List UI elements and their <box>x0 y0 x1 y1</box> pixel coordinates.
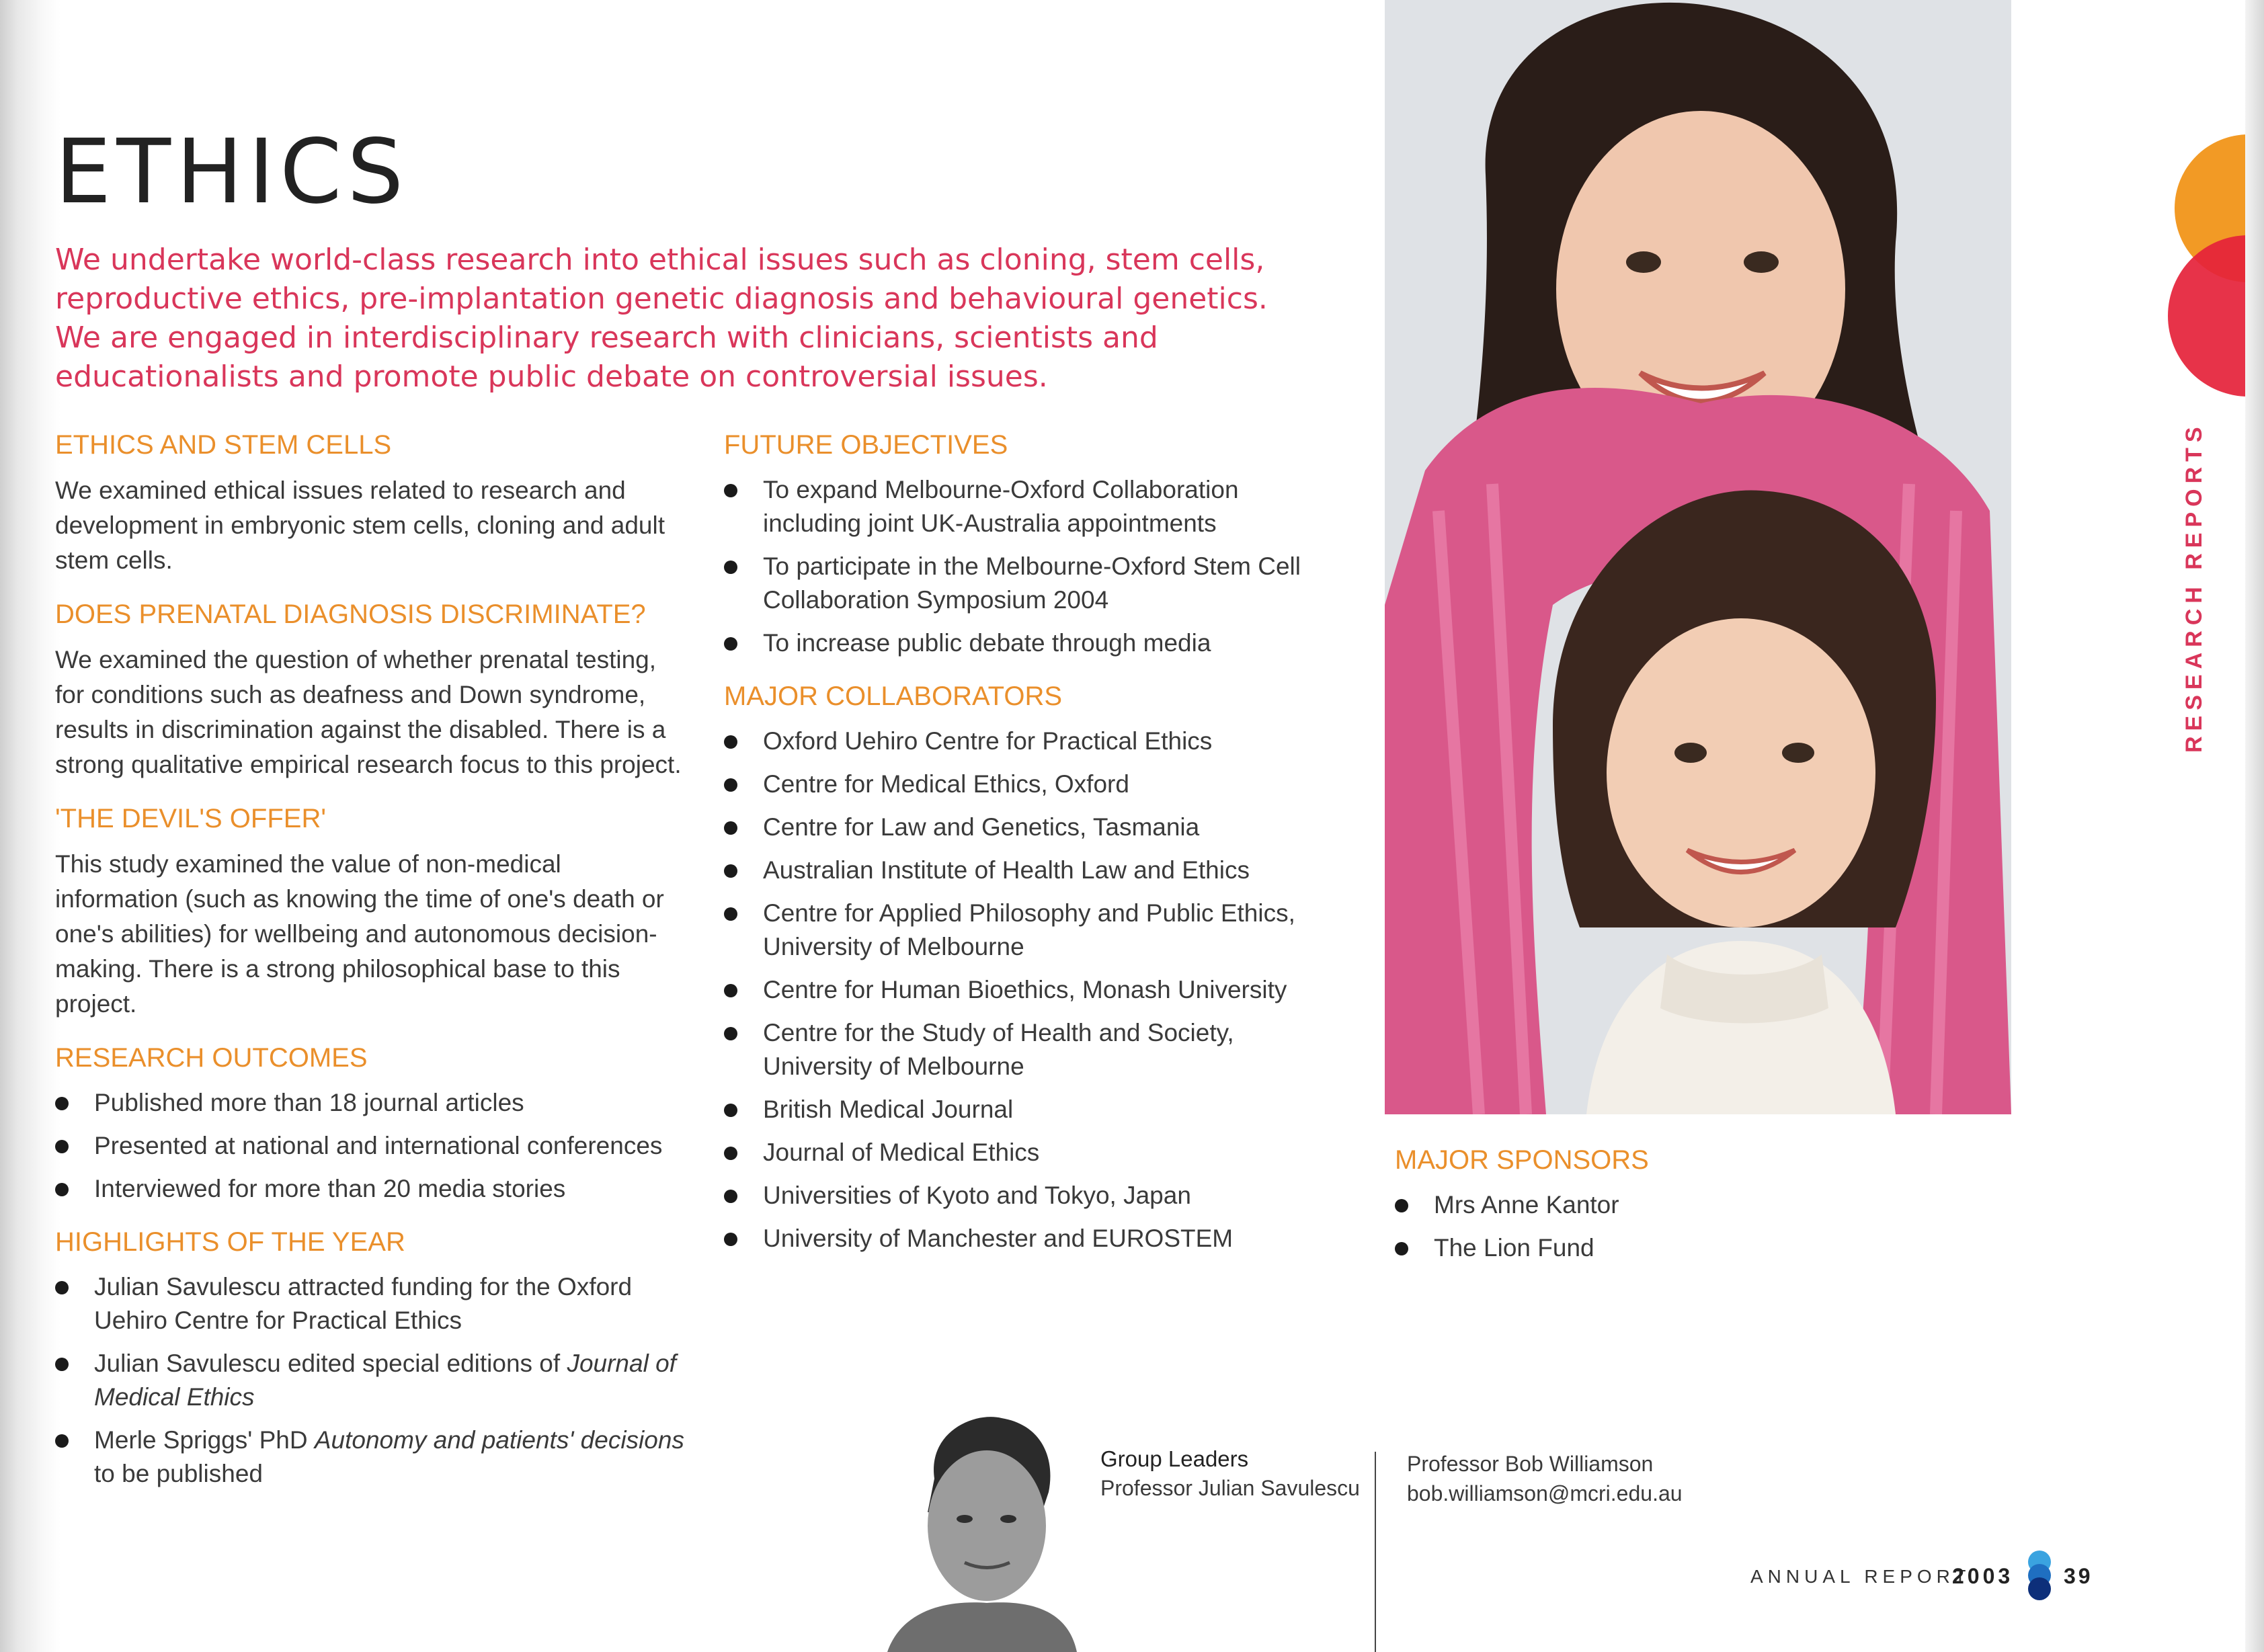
page-edge-shadow <box>2245 0 2264 1652</box>
section-heading: RESEARCH OUTCOMES <box>55 1043 368 1073</box>
outcomes-list <box>55 1086 687 1206</box>
list-item-text: Published more than 18 journal articles <box>94 1089 524 1116</box>
list-item <box>724 725 1342 758</box>
section-prenatal <box>55 597 687 782</box>
list-item <box>55 1086 687 1120</box>
section-body: We examined the question of whether prenatal testing, for conditions such as deafness and Down syndrome, results in discrimination against the disabled. There is a strong qualitative empirical research focus to this project. <box>55 646 682 778</box>
bullet-icon <box>724 864 737 878</box>
section-devils-offer <box>55 801 687 1022</box>
highlights-list <box>55 1270 687 1491</box>
intro-paragraph: We undertake world-class research into ethical issues such as cloning, stem cells, reproductive ethics, pre-implantation genetic diagnosis and behavioural genetics. We are engaged in interdisciplinary research with clinicians, scientists and educationalists and promote public debate on controversial issues. <box>55 243 1268 394</box>
list-item <box>55 1347 687 1414</box>
list-item <box>724 1222 1342 1255</box>
list-item-text: British Medical Journal <box>763 1096 1014 1123</box>
list-item <box>724 1179 1342 1212</box>
page-number: 39 <box>2064 1564 2093 1588</box>
list-item <box>55 1270 687 1337</box>
section-heading: FUTURE OBJECTIVES <box>724 430 1008 460</box>
page-title: ETHICS <box>55 120 409 224</box>
list-item <box>724 1136 1342 1169</box>
list-item <box>724 550 1342 617</box>
list-item-text: Julian Savulescu attracted funding for the Oxford Uehiro Centre for Practical Ethics <box>94 1273 633 1334</box>
section-major-sponsors <box>1395 1143 1933 1265</box>
bullet-icon <box>724 907 737 921</box>
section-heading: 'THE DEVIL'S OFFER' <box>55 804 326 833</box>
list-item-text: Mrs Anne Kantor <box>1434 1191 1619 1219</box>
bullet-icon <box>724 735 737 749</box>
list-item <box>1395 1188 1933 1222</box>
bullet-icon <box>724 778 737 792</box>
bullet-icon <box>55 1097 69 1110</box>
section-heading: MAJOR COLLABORATORS <box>724 682 1063 711</box>
group-leader-portrait <box>887 1411 1077 1652</box>
children-photo <box>1385 0 2011 1114</box>
list-item-text: Oxford Uehiro Centre for Practical Ethics <box>763 727 1213 755</box>
right-column <box>1395 1143 1933 1284</box>
list-item-text-tail: to be published <box>94 1460 263 1487</box>
list-item-text: Journal of Medical Ethics <box>763 1139 1040 1166</box>
section-research-outcomes <box>55 1040 687 1206</box>
list-item <box>724 854 1342 887</box>
side-label-text: RESEARCH REPORTS <box>2181 421 2207 753</box>
list-item-text: Julian Savulescu edited special editions of <box>94 1350 567 1377</box>
list-item-text: To expand Melbourne-Oxford Collaboration including joint UK-Australia appointments <box>763 476 1239 537</box>
bullet-icon <box>724 821 737 835</box>
list-item-text: To increase public debate through media <box>763 629 1211 657</box>
list-item-text: Centre for Human Bioethics, Monash University <box>763 976 1287 1003</box>
group-leaders-heading: Group Leaders <box>1100 1446 1249 1471</box>
collaborators-list <box>724 725 1342 1255</box>
section-highlights <box>55 1225 687 1491</box>
list-item-text: University of Manchester and EUROSTEM <box>763 1225 1234 1252</box>
bullet-icon <box>55 1434 69 1448</box>
list-item-text: Centre for the Study of Health and Society, University of Melbourne <box>763 1019 1234 1080</box>
section-body: We examined ethical issues related to research and development in embryonic stem cells, cloning and adult stem cells. <box>55 477 665 574</box>
list-item <box>724 897 1342 964</box>
section-heading: ETHICS AND STEM CELLS <box>55 430 392 460</box>
list-item <box>724 1016 1342 1083</box>
footer-label: ANNUAL REPORT <box>1750 1566 1971 1587</box>
bullet-icon <box>1395 1242 1408 1255</box>
bullet-icon <box>55 1358 69 1371</box>
list-item <box>724 973 1342 1007</box>
section-heading: HIGHLIGHTS OF THE YEAR <box>55 1227 405 1257</box>
section-heading: DOES PRENATAL DIAGNOSIS DISCRIMINATE? <box>55 600 646 629</box>
list-item <box>55 1172 687 1206</box>
list-item-text: Australian Institute of Health Law and Ethics <box>763 856 1250 884</box>
vertical-divider <box>1375 1452 1376 1652</box>
list-item <box>724 811 1342 844</box>
list-item <box>724 768 1342 801</box>
section-body: This study examined the value of non-medical information (such as knowing the time of one's death or one's abilities) for wellbeing and autonomous decision-making. There is a strong philosophical base to this project. <box>55 850 664 1018</box>
list-item <box>724 473 1342 540</box>
list-item <box>724 1093 1342 1126</box>
section-heading: MAJOR SPONSORS <box>1395 1145 1649 1175</box>
list-item-text: Centre for Law and Genetics, Tasmania <box>763 813 1200 841</box>
group-leader-name-2: Professor Bob Williamson <box>1407 1452 1654 1476</box>
list-item-text: The Lion Fund <box>1434 1234 1594 1262</box>
list-item-text: Interviewed for more than 20 media stories <box>94 1175 566 1202</box>
bullet-icon <box>724 1190 737 1203</box>
bullet-icon <box>724 1233 737 1246</box>
bullet-icon <box>55 1140 69 1153</box>
list-item <box>55 1129 687 1163</box>
group-leader-name: Professor Julian Savulescu <box>1100 1476 1360 1500</box>
bullet-icon <box>724 984 737 997</box>
left-column <box>55 427 687 1510</box>
group-leader-email: bob.williamson@mcri.edu.au <box>1407 1481 1683 1505</box>
bullet-icon <box>724 637 737 651</box>
section-major-collaborators <box>724 679 1342 1255</box>
children-photo-illustration <box>1385 0 2011 1114</box>
list-item-text: Centre for Medical Ethics, Oxford <box>763 770 1129 798</box>
bullet-icon <box>724 1147 737 1160</box>
list-item-text: To participate in the Melbourne-Oxford Stem Cell Collaboration Symposium 2004 <box>763 552 1301 614</box>
sponsors-list <box>1395 1188 1933 1265</box>
bullet-icon <box>55 1183 69 1196</box>
list-item-text: Merle Spriggs' PhD <box>94 1426 315 1454</box>
bullet-icon <box>724 1104 737 1117</box>
middle-column <box>724 427 1342 1274</box>
list-item <box>1395 1231 1933 1265</box>
bullet-icon <box>724 484 737 497</box>
list-item-text: Universities of Kyoto and Tokyo, Japan <box>763 1182 1191 1209</box>
thesis-title: Autonomy and patients' decisions <box>314 1426 684 1454</box>
bullet-icon <box>724 561 737 574</box>
section-future-objectives <box>724 427 1342 660</box>
footer-logo-icon <box>2026 1550 2053 1601</box>
bullet-icon <box>55 1281 69 1294</box>
bullet-icon <box>1395 1199 1408 1212</box>
book-spine-shadow <box>0 0 60 1652</box>
list-item <box>55 1423 687 1491</box>
list-item-text: Presented at national and international conferences <box>94 1132 663 1159</box>
footer-year: 2003 <box>1952 1564 2014 1588</box>
journal-title: Journal of Medical Ethics <box>94 1350 676 1411</box>
list-item-text: Centre for Applied Philosophy and Public Ethics, University of Melbourne <box>763 899 1295 960</box>
objectives-list <box>724 473 1342 660</box>
bullet-icon <box>724 1027 737 1040</box>
section-stem-cells <box>55 427 687 578</box>
list-item <box>724 626 1342 660</box>
